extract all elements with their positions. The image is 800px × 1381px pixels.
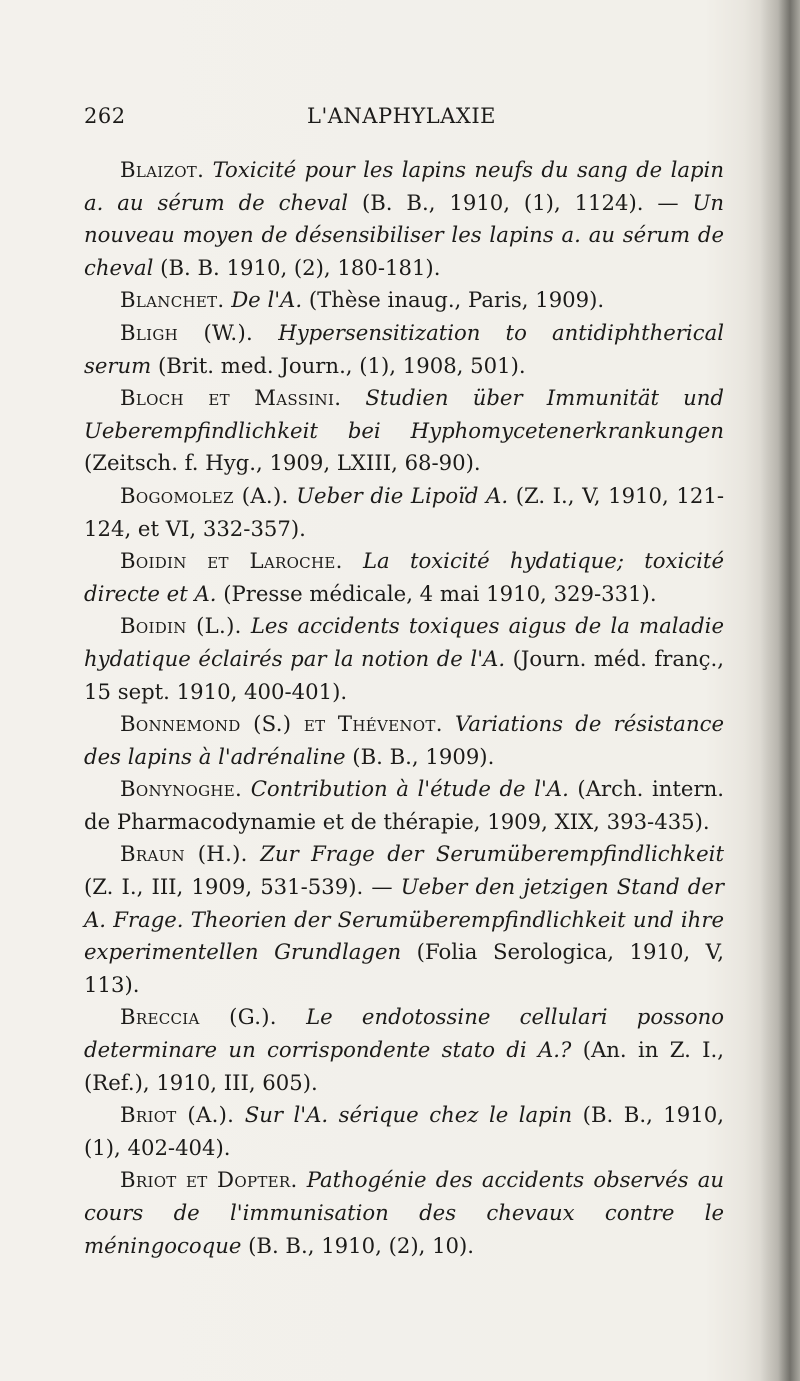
entry-author: Blaizot. — [120, 157, 205, 182]
entry-author: Braun (H.). — [120, 841, 248, 867]
bibliography-list — [84, 154, 724, 1262]
entry-source: (Brit. med. Journ., (1), 1908, 501). — [151, 352, 526, 378]
entry-source: (B. B., 1910, (1), 402-404). — [84, 1102, 724, 1160]
entry-author: Bogomolez (A.). — [120, 482, 289, 508]
entry-author: Bonynoghe. — [120, 776, 243, 802]
running-head — [84, 104, 719, 134]
bibliography-entry — [84, 610, 724, 708]
entry-author: Boidin (L.). — [120, 613, 242, 639]
entry-author: Bligh (W.). — [120, 319, 254, 345]
entry-source: (Zeitsch. f. Hyg., 1909, LXIII, 68-90). — [84, 450, 481, 476]
entry-source-2: (Folia Serologica, 1910, V, 113). — [84, 939, 725, 997]
entry-source: (Presse médicale, 4 mai 1910, 329-331). — [216, 580, 657, 606]
bibliography-entry — [84, 480, 724, 545]
entry-title: Pathogénie des accidents observés au cours de l'immunisation des chevaux contre le méningocoque — [84, 1167, 724, 1258]
entry-title: Sur l'A. sérique chez le lapin — [244, 1102, 573, 1128]
page-number: 262 — [84, 104, 126, 128]
entry-title: De l'A. — [231, 287, 303, 313]
bibliography-entry — [84, 545, 724, 610]
bibliography-entry — [84, 1164, 724, 1262]
entry-title-2: Ueber den jetzigen Stand der A. Frage. Theorien der Serumüberempfindlichkeit und ihre experimentellen Grundlagen — [84, 874, 724, 965]
entry-source-2: (B. B. 1910, (2), 180-181). — [153, 254, 441, 280]
entry-author: Blanchet. — [120, 287, 225, 313]
bibliography-entry — [84, 154, 724, 284]
entry-author: Bloch et Massini. — [120, 385, 342, 411]
bibliography-entry — [84, 1001, 724, 1099]
entry-title: Ueber die Lipoïd A. — [296, 482, 509, 508]
entry-author: Breccia (G.). — [120, 1004, 277, 1030]
entry-title: Les accidents toxiques aigus de la maladie hydatique éclairés par la notion de l'A. — [84, 613, 724, 671]
bibliography-entry — [84, 284, 724, 317]
entry-author: Bonnemond (S.) et Thévenot. — [120, 711, 443, 737]
entry-title: Le endotossine cellulari possono determinare un corrispondente stato di A.? — [84, 1004, 724, 1063]
entry-source: (B. B., 1910, (2), 10). — [241, 1232, 475, 1258]
entry-title: Contribution à l'étude de l'A. — [250, 776, 569, 802]
entry-title: Variations de résistance des lapins à l'adrénaline — [84, 711, 724, 769]
bibliography-entry — [84, 773, 724, 838]
entry-source: (B. B., 1909). — [345, 743, 495, 769]
entry-source: (Arch. intern. de Pharmacodynamie et de thérapie, 1909, XIX, 393-435). — [84, 776, 724, 834]
entry-source: (Z. I., III, 1909, 531-539). — — [84, 874, 401, 900]
entry-author: Boidin et Laroche. — [120, 548, 343, 574]
bibliography-entry — [84, 708, 724, 773]
entry-author: Briot et Dopter. — [120, 1167, 298, 1193]
page-edge-shadow — [760, 0, 800, 1381]
entry-title-2: Un nouveau moyen de désensibiliser les lapins a. au sérum de cheval — [84, 189, 724, 280]
bibliography-entry — [84, 1099, 724, 1164]
entry-source: (Journ. méd. franç., 15 sept. 1910, 400-401). — [84, 645, 725, 704]
entry-source: (B. B., 1910, (1), 1124). — — [348, 189, 693, 215]
bibliography-entry — [84, 317, 724, 382]
entry-source: (An. in Z. I., (Ref.), 1910, III, 605). — [84, 1037, 724, 1095]
entry-source: (Z. I., V, 1910, 121-124, et VI, 332-357). — [84, 482, 724, 541]
entry-title: Hypersensitization to antidiphtherical serum — [84, 319, 724, 378]
entry-title: La toxicité hydatique; toxicité directe et A. — [84, 548, 724, 606]
entry-source: (Thèse inaug., Paris, 1909). — [302, 287, 605, 313]
entry-title: Studien über Immunität und Ueberempfindlichkeit bei Hyphomycetenerkrankungen — [84, 385, 724, 443]
entry-title: Zur Frage der Serumüberempfindlichkeit — [260, 841, 724, 867]
bibliography-entry — [84, 382, 724, 480]
bibliography-entry — [84, 838, 724, 1001]
running-title: L'ANAPHYLAXIE — [307, 104, 496, 128]
entry-author: Briot (A.). — [120, 1102, 235, 1128]
entry-title: Toxicité pour les lapins neufs du sang de lapin a. au sérum de cheval — [84, 157, 724, 215]
